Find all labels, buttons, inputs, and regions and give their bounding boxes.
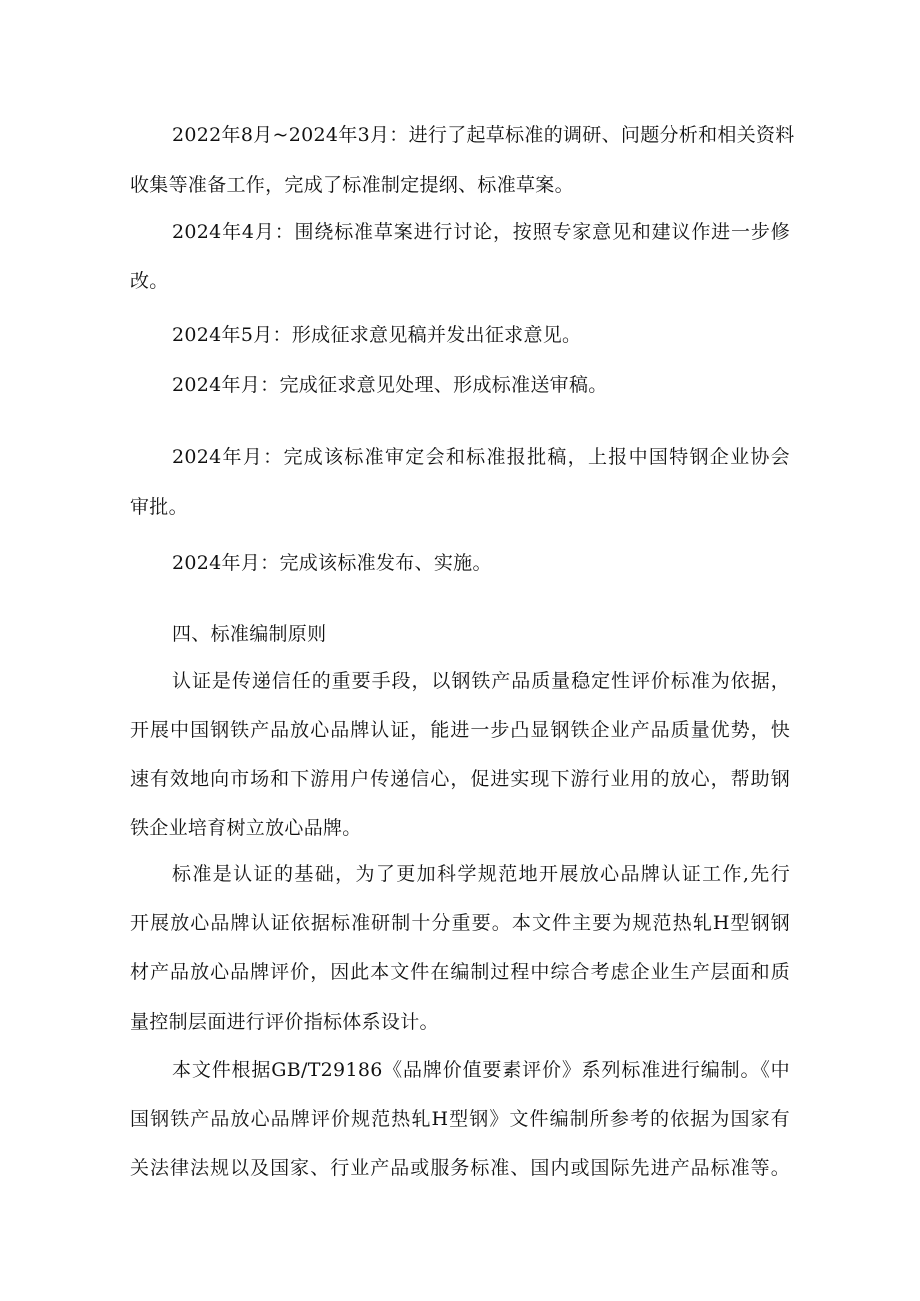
principles-p2-line2: 开展放心品牌认证依据标准研制十分重要。本文件主要为规范热轧H型钢钢 bbox=[130, 912, 790, 934]
timeline-p2-line1: 2024年4月：围绕标准草案进行讨论，按照专家意见和建议作进一步修 bbox=[172, 221, 790, 243]
principles-p1-line1: 认证是传递信任的重要手段，以钢铁产品质量稳定性评价标准为依据， bbox=[172, 670, 790, 692]
timeline-p5-line1: 2024年月：完成该标准审定会和标准报批稿，上报中国特钢企业协会 bbox=[172, 446, 790, 468]
principles-p3-line2: 国钢铁产品放心品牌评价规范热轧H型钢》文件编制所参考的依据为国家有 bbox=[130, 1108, 790, 1130]
principles-p2-line3: 材产品放心品牌评价，因此本文件在编制过程中综合考虑企业生产层面和质 bbox=[130, 961, 790, 983]
principles-p2-line1: 标准是认证的基础，为了更加科学规范地开展放心品牌认证工作,先行 bbox=[172, 863, 790, 885]
principles-p1-line3: 速有效地向市场和下游用户传递信心，促进实现下游行业用的放心，帮助钢 bbox=[130, 768, 790, 790]
principles-p1-line2: 开展中国钢铁产品放心品牌认证，能进一步凸显钢铁企业产品质量优势，快 bbox=[130, 719, 790, 741]
principles-p2-line4: 量控制层面进行评价指标体系设计。 bbox=[130, 1011, 439, 1033]
timeline-p6-line1: 2024年月：完成该标准发布、实施。 bbox=[172, 552, 492, 574]
timeline-p4-line1: 2024年月：完成征求意见处理、形成标准送审稿。 bbox=[172, 374, 608, 396]
timeline-p5-line2: 审批。 bbox=[130, 496, 188, 518]
timeline-p3-line1: 2024年5月：形成征求意见稿并发出征求意见。 bbox=[172, 324, 582, 346]
timeline-p1-line1: 2022年8月~2024年3月：进行了起草标准的调研、问题分析和相关资料 bbox=[172, 124, 795, 146]
principles-p1-line4: 铁企业培育树立放心品牌。 bbox=[130, 817, 362, 839]
timeline-p2-line2: 改。 bbox=[130, 270, 169, 292]
timeline-p1-line2: 收集等准备工作，完成了标准制定提纲、标准草案。 bbox=[130, 174, 574, 196]
section-heading: 四、标准编制原则 bbox=[172, 623, 327, 645]
principles-p3-line3: 关法律法规以及国家、行业产品或服务标准、国内或国际先进产品标准等。 bbox=[130, 1157, 790, 1179]
principles-p3-line1: 本文件根据GB/T29186《品牌价值要素评价》系列标准进行编制。《中 bbox=[172, 1059, 790, 1081]
